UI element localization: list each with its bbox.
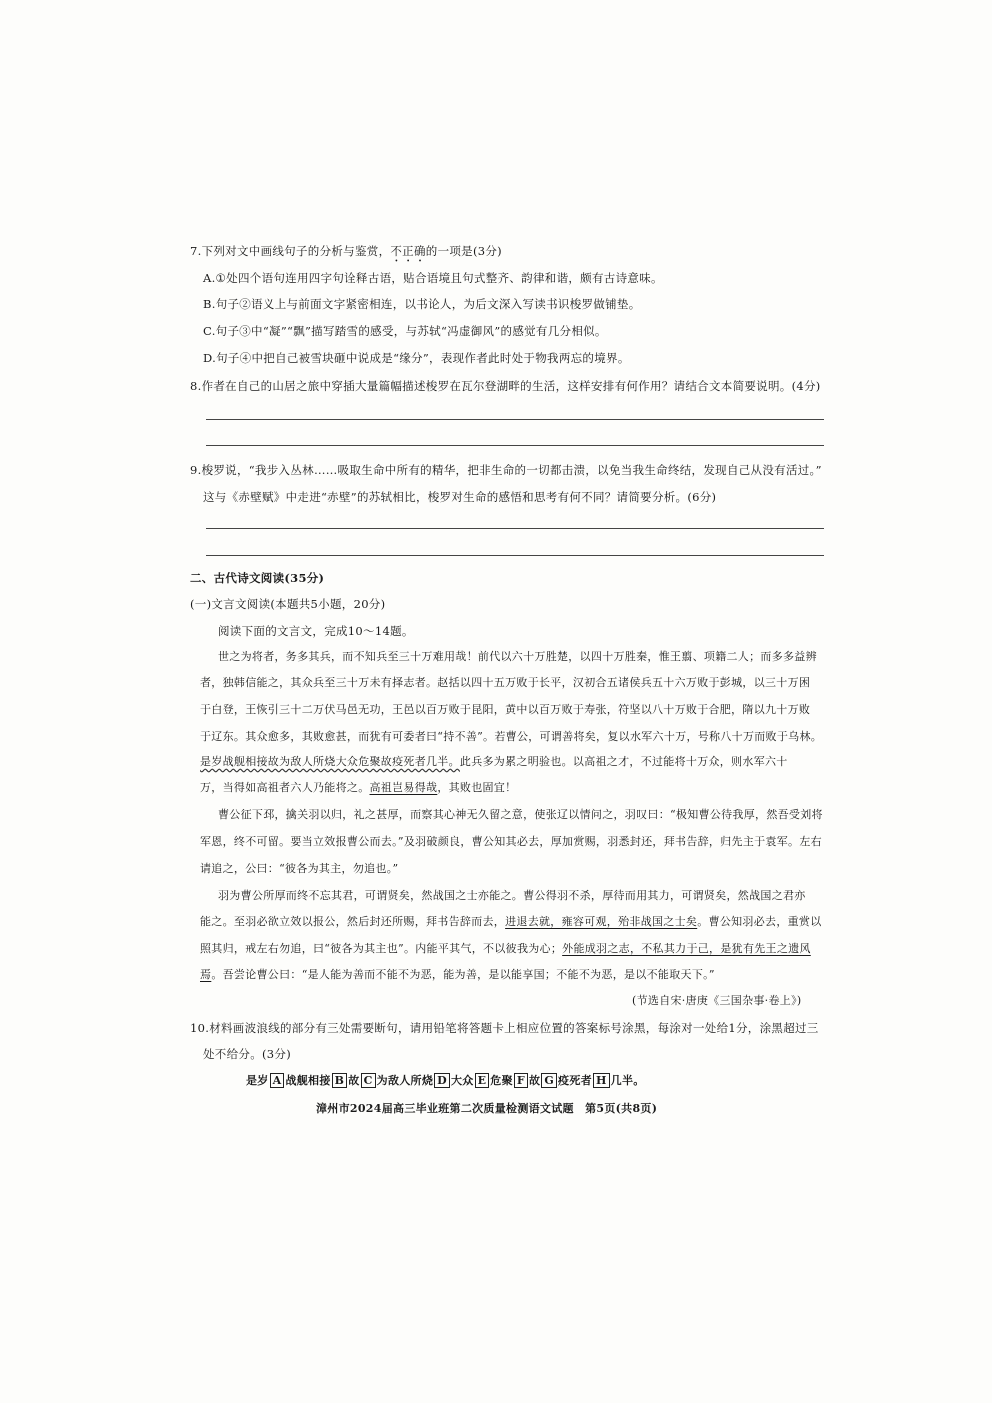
q10-stem-line-1: 10.材料画波浪线的部分有三处需要断句，请用铅笔将答题卡上相应位置的答案标号涂黑，每涂对一处给1分，涂黑超过三 [190,1021,819,1035]
passage-p1-line-4: 于辽东。其众愈多，其败愈甚，而犹有可委者曰“持不善”。若曹公，可谓善将矣，复以水军六十万，号称八十万而败于乌林。 [200,730,823,743]
q9-answer-line-2[interactable] [206,555,824,556]
answer-mark-d[interactable]: D [434,1073,450,1088]
q10-seg: 几半。 [610,1074,645,1087]
passage-p1-line-1: 世之为将者，务多其兵，而不知兵至三十万难用哉！前代以六十万胜楚，以四十万胜秦，惟王翦、项籍二人；而多多益辨 [218,650,817,663]
underlined-sentence-3: 外能成羽之志，不私其力于己，是犹有先王之遗风 [562,942,811,955]
passage-p1-line-3: 于白登，王恢引三十二万伏马邑无功，王邑以百万败于昆阳，黄中以百万败于寿张，符坚以八十万败于合肥，隋以九十万败 [200,703,811,716]
passage-p3-line-4 [200,967,715,983]
q9-stem-line-1: 9.梭罗说，“我步入丛林……吸取生命中所有的精华，把非生命的一切都击溃，以免当我生命终结，发现自己从没有活过。” [190,463,822,477]
q8-stem: 8.作者在自己的山居之旅中穿插大量篇幅描述梭罗在瓦尔登湖畔的生活，这样安排有何作用？请结合文本简要说明。(4分) [190,379,821,393]
q10-seg: 大众 [450,1074,474,1087]
passage-p1-line-2: 者，独韩信能之，其众兵至三十万未有择志者。赵括以四十五万败于长平，汉初合五诸侯兵五十六万败于彭城，以三十万困 [200,676,811,689]
answer-mark-b[interactable]: B [332,1073,348,1088]
answer-mark-e[interactable]: E [475,1073,490,1088]
answer-mark-h[interactable]: H [593,1073,610,1088]
passage-p1-line-6 [200,780,516,796]
passage-p1-line-5 [200,754,788,770]
q10-seg: 是岁 [246,1074,269,1087]
passage-p3-line-4-rest: 。吾尝论曹公曰：“是人能为善而不能不为恶，能为善，是以能享国；不能不为恶，是以不能取天下。” [211,968,715,981]
page-footer: 漳州市2024届高三毕业班第二次质量检测语文试题 第5页(共8页) [316,1102,658,1115]
passage-p3-line-3 [200,941,811,957]
q8-answer-line-1[interactable] [206,419,824,420]
section-intro: 阅读下面的文言文，完成10～14题。 [218,624,414,638]
q7-option-b: B.句子②语义上与前面文字紧密相连，以书论人，为后文深入写读书识梭罗做铺垫。 [203,297,641,311]
answer-mark-f[interactable]: F [514,1073,528,1088]
q7-stem-suffix: 的一项是(3分) [425,244,502,258]
q7-stem [190,243,502,265]
passage-p1-line-6-post: ，其败也固宜！ [437,781,517,794]
q7-option-a: A.①处四个语句连用四字句诠释古语，贴合语境且句式整齐、韵律和谐，颇有古诗意味。 [203,271,663,285]
q10-answer-sentence [246,1073,645,1089]
underlined-sentence-2: 进退去就，雍容可观，殆非战国之士矣 [505,915,698,928]
q10-seg: 为敌人所烧 [376,1074,434,1087]
q8-answer-line-2[interactable] [206,445,824,446]
q7-stem-emphasis: 不正确 [390,244,426,258]
passage-p1-line-6-pre: 万，当得如高祖者六人乃能将之。 [200,781,370,794]
passage-p3-line-2-post: 。曹公知羽必去，重赏以 [697,915,822,928]
q9-answer-line-1[interactable] [206,528,824,529]
q10-stem-line-2: 处不给分。(3分) [203,1047,291,1061]
q9-stem-line-2: 这与《赤壁赋》中走进“赤壁”的苏轼相比，梭罗对生命的感悟和思考有何不同？请简要分析。(6分) [203,490,717,504]
underlined-sentence-3-end: 焉 [200,968,212,981]
q7-option-d: D.句子④中把自己被雪块砸中说成是“缘分”，表现作者此时处于物我两忘的境界。 [203,351,630,365]
q10-seg: 危聚 [490,1074,513,1087]
q10-seg: 战舰相接 [285,1074,331,1087]
section-heading: 二、古代诗文阅读(35分) [190,571,325,585]
q7-option-c: C.句子③中“凝”“飘”描写踏雪的感受，与苏轼“冯虚御风”的感觉有几分相似。 [203,324,607,338]
wavy-underline-sentence: 是岁战舰相接故为敌人所烧大众危聚故疫死者几半。 [200,755,460,768]
underlined-sentence-1: 高祖岂易得哉 [369,781,438,794]
passage-p2-line-2: 军恩，终不可留。要当立效报曹公而去。”及羽破颜良，曹公知其必去，厚加赏赐，羽悉封还，拜书告辞，归先主于袁军。左右 [200,835,822,848]
passage-p3-line-3-pre: 照其归，戒左右勿追，曰“彼各为其主也”。内能平其气，不以彼我为心； [200,942,563,955]
q10-seg: 疫死者 [558,1074,592,1087]
q7-stem-prefix: 7.下列对文中画线句子的分析与鉴赏， [190,244,391,258]
passage-p3-line-2-pre: 能之。至羽必欲立效以报公，然后封还所赐，拜书告辞而去， [200,915,506,928]
answer-mark-a[interactable]: A [270,1073,285,1088]
passage-source: (节选自宋·唐庚《三国杂事·卷上》) [632,994,802,1007]
passage-p3-line-1: 羽为曹公所厚而终不忘其君，可谓贤矣，然战国之士亦能之。曹公得羽不杀，厚待而用其力，可谓贤矣，然战国之君亦 [218,889,806,902]
passage-p3-line-2 [200,914,822,930]
q10-seg: 故 [529,1074,541,1087]
passage-p2-line-1: 曹公征下邳，擒关羽以归，礼之甚厚，而察其心神无久留之意，使张辽以情问之，羽叹曰：“极知曹公待我厚，然吾受刘将 [218,808,823,821]
passage-p2-line-3: 请追之，公曰：“彼各为其主，勿追也。” [200,862,399,875]
section-subheading: (一)文言文阅读(本题共5小题，20分) [190,597,386,611]
q10-seg: 故 [348,1074,360,1087]
answer-mark-g[interactable]: G [541,1073,557,1088]
passage-p1-line-5-rest: 此兵多为累之明验也。以高祖之才，不过能将十万众，则水军六十 [459,755,788,768]
answer-mark-c[interactable]: C [361,1073,376,1088]
